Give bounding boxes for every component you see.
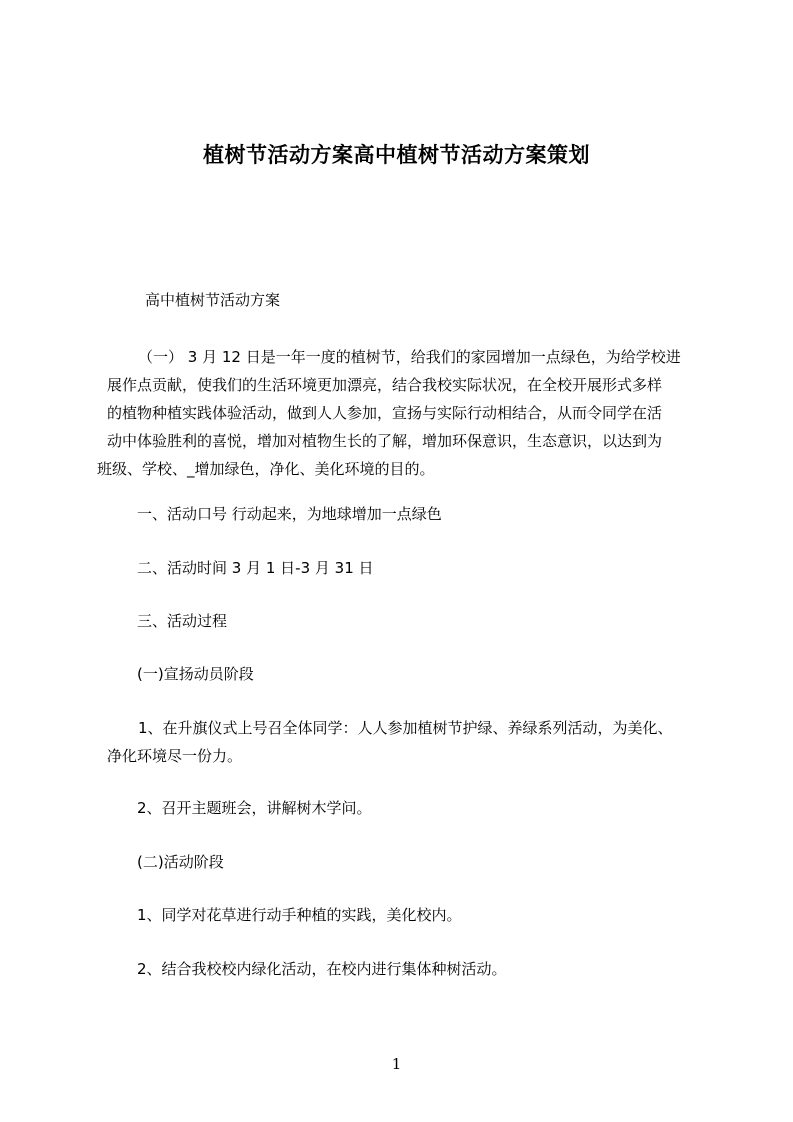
intro-line: 动中体验胜利的喜悦，增加对植物生长的了解，增加环保意识，生态意识，以达到为 — [107, 432, 663, 450]
intro-line: （一） 3 月 12 日是一年一度的植树节，给我们的家园增加一点绿色，为给学校进 — [138, 348, 681, 366]
stage1-item1-line: 净化环境尽一份力。 — [107, 747, 243, 765]
intro-line: 展作点贡献，使我们的生活环境更加漂亮，结合我校实际状况，在全校开展形式多样 — [107, 376, 663, 394]
section-time: 二、活动时间 3 月 1 日-3 月 31 日 — [137, 559, 374, 577]
section-slogan: 一、活动口号 行动起来，为地球增加一点绿色 — [137, 505, 442, 523]
section-process: 三、活动过程 — [137, 612, 228, 630]
intro-line: 的植物种植实践体验活动，做到人人参加，宣扬与实际行动相结合，从而令同学在活 — [107, 404, 663, 422]
subtitle: 高中植树节活动方案 — [145, 291, 281, 309]
stage1-item2: 2、召开主题班会，讲解树木学问。 — [137, 799, 372, 817]
stage2-item2: 2、结合我校校内绿化活动，在校内进行集体种树活动。 — [137, 960, 507, 978]
intro-paragraph — [97, 343, 699, 483]
document-title: 植树节活动方案高中植树节活动方案策划 — [203, 143, 590, 167]
page-number: 1 — [391, 1055, 402, 1073]
stage1-item1 — [107, 714, 699, 770]
stage-heading-promotion: (一)宣扬动员阶段 — [137, 665, 254, 683]
stage-heading-activity: (二)活动阶段 — [137, 853, 224, 871]
stage2-item1: 1、同学对花草进行动手种植的实践，美化校内。 — [137, 906, 462, 924]
stage1-item1-line: 1、在升旗仪式上号召全体同学：人人参加植树节护绿、养绿系列活动，为美化、 — [138, 719, 673, 737]
intro-line: 班级、学校、_增加绿色，净化、美化环境的目的。 — [97, 460, 435, 478]
